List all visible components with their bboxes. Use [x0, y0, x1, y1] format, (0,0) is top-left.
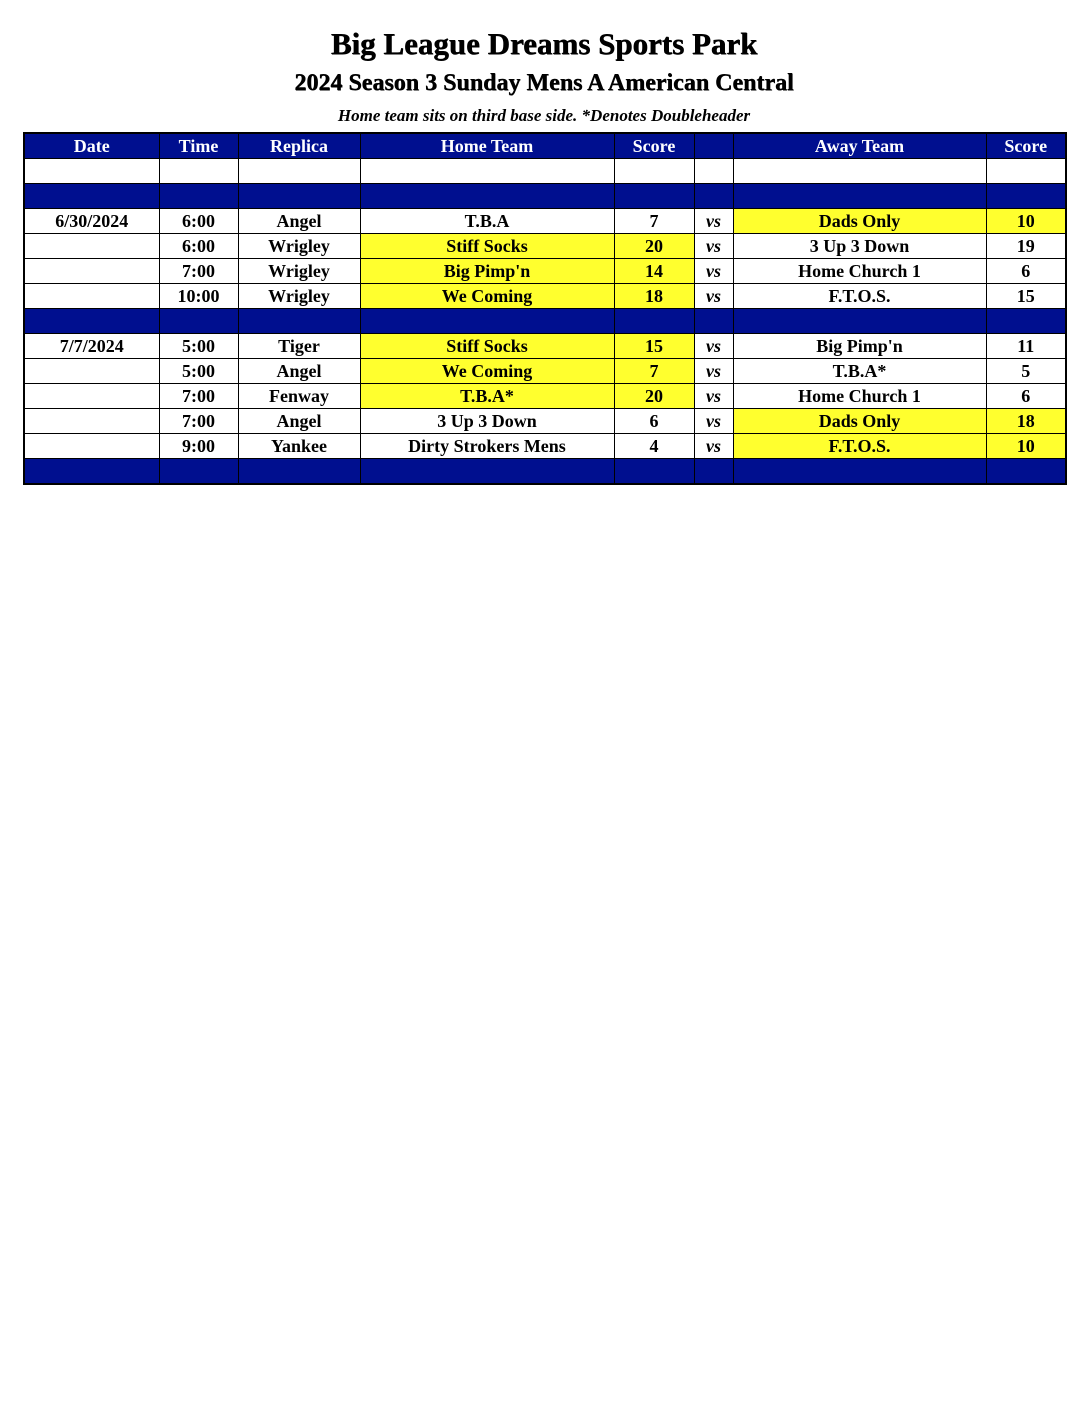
vs-cell: vs: [694, 259, 733, 284]
away-score-cell: 6: [986, 384, 1066, 409]
schedule-table: [23, 132, 1067, 485]
blank-cell: [733, 159, 986, 184]
away-score-cell: 19: [986, 234, 1066, 259]
separator-cell: [614, 309, 694, 334]
column-header-away-score: Score: [986, 133, 1066, 159]
home-team-cell: Stiff Socks: [360, 234, 614, 259]
home-score-cell: 4: [614, 434, 694, 459]
separator-cell: [360, 459, 614, 485]
vs-cell: vs: [694, 384, 733, 409]
column-header-home-score: Score: [614, 133, 694, 159]
home-score-cell: 15: [614, 334, 694, 359]
home-team-cell: T.B.A: [360, 209, 614, 234]
replica-cell: Fenway: [238, 384, 360, 409]
separator-cell: [360, 309, 614, 334]
separator-cell: [24, 309, 159, 334]
away-team-cell: T.B.A*: [733, 359, 986, 384]
separator-cell: [614, 459, 694, 485]
replica-cell: Wrigley: [238, 234, 360, 259]
page-subtitle: 2024 Season 3 Sunday Mens A American Central: [294, 70, 794, 96]
separator-cell: [733, 459, 986, 485]
away-team-cell: Home Church 1: [733, 384, 986, 409]
home-score-cell: 18: [614, 284, 694, 309]
page-note: Home team sits on third base side. *Denotes Doubleheader: [337, 106, 751, 125]
blank-cell: [360, 159, 614, 184]
away-team-cell: Big Pimp'n: [733, 334, 986, 359]
separator-cell: [986, 459, 1066, 485]
home-score-cell: 7: [614, 359, 694, 384]
separator-cell: [238, 184, 360, 209]
separator-row: [24, 459, 1066, 485]
separator-cell: [694, 184, 733, 209]
away-team-cell: Dads Only: [733, 409, 986, 434]
home-score-cell: 20: [614, 234, 694, 259]
column-header-home-team: Home Team: [360, 133, 614, 159]
blank-cell: [986, 159, 1066, 184]
date-cell: 6/30/2024: [24, 209, 159, 234]
blank-row: [24, 159, 1066, 184]
vs-cell: vs: [694, 434, 733, 459]
column-header-replica: Replica: [238, 133, 360, 159]
separator-cell: [24, 184, 159, 209]
time-cell: 5:00: [159, 334, 238, 359]
away-team-cell: Dads Only: [733, 209, 986, 234]
vs-cell: vs: [694, 234, 733, 259]
separator-cell: [733, 184, 986, 209]
replica-cell: Yankee: [238, 434, 360, 459]
game-row: [24, 284, 1066, 309]
vs-cell: vs: [694, 284, 733, 309]
game-row: [24, 259, 1066, 284]
time-cell: 5:00: [159, 359, 238, 384]
home-score-cell: 20: [614, 384, 694, 409]
replica-cell: Wrigley: [238, 259, 360, 284]
separator-cell: [986, 184, 1066, 209]
separator-cell: [694, 459, 733, 485]
date-cell: [24, 284, 159, 309]
date-cell: [24, 234, 159, 259]
away-score-cell: 10: [986, 434, 1066, 459]
away-team-cell: 3 Up 3 Down: [733, 234, 986, 259]
home-team-cell: Stiff Socks: [360, 334, 614, 359]
separator-cell: [159, 309, 238, 334]
away-team-cell: Home Church 1: [733, 259, 986, 284]
away-score-cell: 10: [986, 209, 1066, 234]
away-score-cell: 5: [986, 359, 1066, 384]
game-row: [24, 409, 1066, 434]
separator-cell: [986, 309, 1066, 334]
column-header-date: Date: [24, 133, 159, 159]
separator-cell: [360, 184, 614, 209]
away-team-cell: F.T.O.S.: [733, 434, 986, 459]
away-score-cell: 6: [986, 259, 1066, 284]
date-cell: [24, 384, 159, 409]
home-score-cell: 7: [614, 209, 694, 234]
date-cell: [24, 259, 159, 284]
replica-cell: Tiger: [238, 334, 360, 359]
column-header-away-team: Away Team: [733, 133, 986, 159]
separator-cell: [238, 309, 360, 334]
time-cell: 6:00: [159, 234, 238, 259]
away-score-cell: 11: [986, 334, 1066, 359]
replica-cell: Wrigley: [238, 284, 360, 309]
blank-cell: [694, 159, 733, 184]
time-cell: 10:00: [159, 284, 238, 309]
home-team-cell: 3 Up 3 Down: [360, 409, 614, 434]
time-cell: 7:00: [159, 259, 238, 284]
header-row: [24, 133, 1066, 159]
home-team-cell: We Coming: [360, 284, 614, 309]
away-team-cell: F.T.O.S.: [733, 284, 986, 309]
time-cell: 7:00: [159, 409, 238, 434]
date-cell: [24, 434, 159, 459]
time-cell: 7:00: [159, 384, 238, 409]
date-cell: [24, 359, 159, 384]
home-team-cell: Big Pimp'n: [360, 259, 614, 284]
home-score-cell: 6: [614, 409, 694, 434]
separator-cell: [159, 184, 238, 209]
away-score-cell: 15: [986, 284, 1066, 309]
game-row: [24, 334, 1066, 359]
vs-cell: vs: [694, 409, 733, 434]
home-score-cell: 14: [614, 259, 694, 284]
vs-cell: vs: [694, 359, 733, 384]
blank-cell: [24, 159, 159, 184]
home-team-cell: Dirty Strokers Mens: [360, 434, 614, 459]
vs-cell: vs: [694, 334, 733, 359]
separator-cell: [614, 184, 694, 209]
page-title: Big League Dreams Sports Park: [330, 26, 758, 61]
time-cell: 6:00: [159, 209, 238, 234]
home-team-cell: We Coming: [360, 359, 614, 384]
date-cell: 7/7/2024: [24, 334, 159, 359]
blank-cell: [238, 159, 360, 184]
separator-cell: [159, 459, 238, 485]
blank-cell: [159, 159, 238, 184]
game-row: [24, 209, 1066, 234]
game-row: [24, 384, 1066, 409]
away-score-cell: 18: [986, 409, 1066, 434]
separator-cell: [733, 309, 986, 334]
blank-cell: [614, 159, 694, 184]
column-header-vs: [694, 133, 733, 159]
separator-row: [24, 309, 1066, 334]
separator-cell: [24, 459, 159, 485]
game-row: [24, 434, 1066, 459]
replica-cell: Angel: [238, 359, 360, 384]
vs-cell: vs: [694, 209, 733, 234]
time-cell: 9:00: [159, 434, 238, 459]
separator-cell: [238, 459, 360, 485]
separator-cell: [694, 309, 733, 334]
column-header-time: Time: [159, 133, 238, 159]
game-row: [24, 234, 1066, 259]
replica-cell: Angel: [238, 209, 360, 234]
game-row: [24, 359, 1066, 384]
replica-cell: Angel: [238, 409, 360, 434]
home-team-cell: T.B.A*: [360, 384, 614, 409]
separator-row: [24, 184, 1066, 209]
schedule-body: [24, 159, 1066, 485]
date-cell: [24, 409, 159, 434]
